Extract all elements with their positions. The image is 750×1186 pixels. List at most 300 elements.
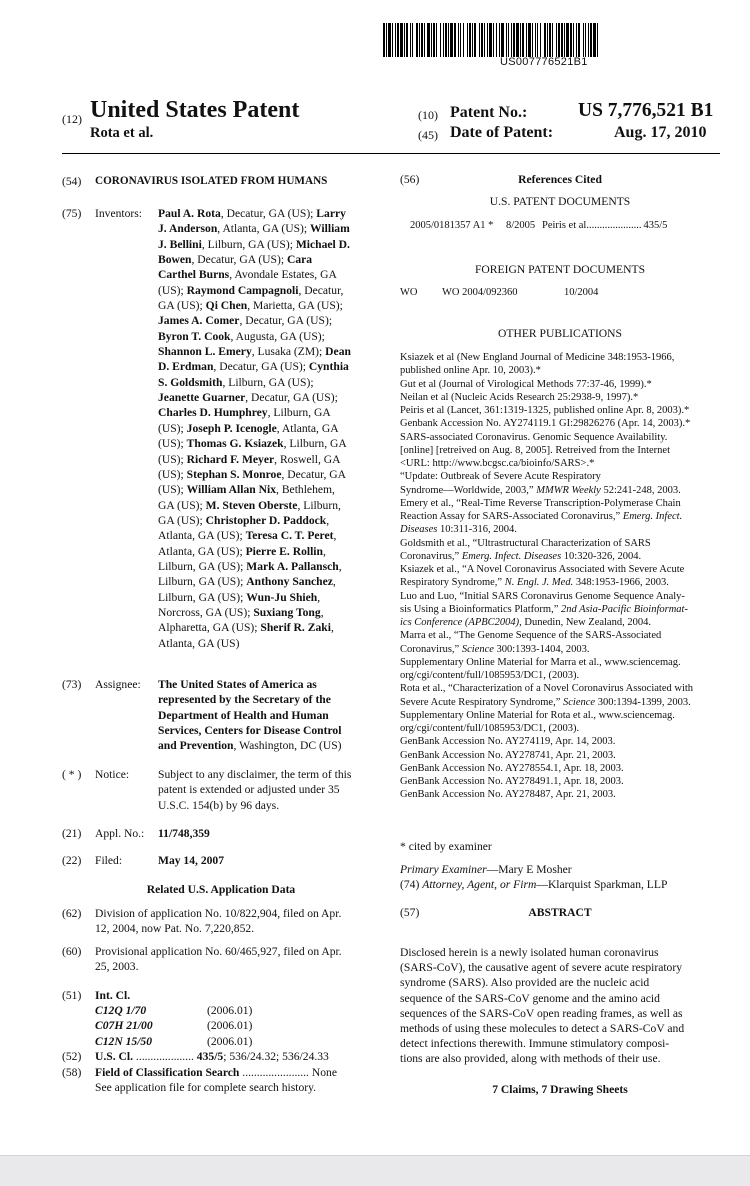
inventor-line: [158, 452, 378, 467]
field-search-code: (58): [62, 1066, 82, 1079]
publication-line: [400, 404, 720, 417]
related-heading: Related U.S. Application Data: [146, 883, 296, 896]
notice-line: Subject to any disclaimer, the term of this: [158, 768, 352, 781]
inventor-text: Cara: [286, 253, 313, 267]
publication-text: SARS-associated Coronavirus. Genomic Sequence Availability.: [400, 431, 668, 443]
inventor-text: GA (US);: [158, 513, 206, 527]
inventor-text: , Decatur, GA (US);: [245, 391, 338, 405]
filed-code: (22): [62, 854, 82, 867]
inventor-text: J. Bellini: [158, 237, 202, 251]
intcl-class: C07H 21/00: [95, 1019, 153, 1033]
inventor-line: [158, 359, 378, 374]
inventor-line: [158, 298, 378, 313]
publication-text: 300:1394-1399, 2003.: [595, 696, 691, 708]
provisional-line: 25, 2003.: [95, 960, 139, 974]
publication-line: [400, 391, 720, 404]
publication-line: [400, 656, 720, 669]
assignee-code: (73): [62, 678, 82, 691]
inventor-text: (US);: [158, 437, 187, 451]
foreign-docs-list: [400, 286, 720, 299]
publication-text: Emery et al., “Real-Time Reverse Transcription-Polymerase Chain: [400, 497, 681, 509]
inventor-text: ,: [322, 544, 326, 558]
uscl-label: U.S. Cl.: [95, 1050, 134, 1063]
inventor-line: [158, 590, 378, 605]
publication-text: 300:1393-1404, 2003.: [493, 643, 590, 655]
inventor-text: , Decatur, GA (US);: [213, 360, 309, 374]
patent-kind-code: (12): [62, 112, 82, 126]
field-search-label: Field of Classification Search: [95, 1066, 240, 1079]
inventor-text: Atlanta, GA (US): [158, 636, 240, 650]
inventor-text: Sherif R. Zaki: [260, 621, 331, 635]
publication-line: [400, 563, 720, 576]
assignee-text: [158, 677, 380, 753]
inventor-line: [158, 252, 378, 267]
us-patent-docs-heading: U.S. PATENT DOCUMENTS: [489, 195, 631, 208]
publication-text: Luo and Luo, “Initial SARS Coronavirus Genome Sequence Analy-: [400, 590, 685, 602]
publication-text: 348:1953-1966, 2003.: [573, 577, 669, 589]
publication-text: org/cgi/content/full/1085953/DC1, (2003).: [400, 723, 580, 734]
publication-text: [online] [retreived on Aug. 8, 2005]. Retreived from the Internet: [400, 444, 670, 456]
publication-text: Ksiazek et al., “A Novel Coronavirus Associated with Severe Acute: [400, 564, 685, 575]
publication-text: Science: [461, 643, 494, 655]
publication-line: [400, 497, 720, 510]
publication-text: GenBank Accession No. AY278741, Apr. 21, 2003.: [400, 749, 616, 761]
attorney-label: Attorney, Agent, or Firm: [422, 878, 537, 891]
publication-text: Peiris et al (Lancet, 361:1319-1325, published online Apr. 8, 2003).*: [400, 405, 690, 416]
publication-line: [400, 364, 720, 377]
inventor-text: Christopher D. Paddock: [205, 513, 327, 527]
publication-text: Coronavirus,”: [400, 550, 462, 562]
publication-line: [400, 616, 720, 629]
inventor-line: [158, 498, 378, 513]
assignee-line: [158, 677, 380, 692]
attorney-code: (74): [400, 878, 420, 891]
abstract-text: [400, 945, 720, 1067]
assignee-text: represented by the Secretary of the: [158, 693, 331, 707]
field-search-value: None: [311, 1066, 337, 1079]
assignee-text: , Washington, DC (US): [233, 739, 342, 753]
intcl-row: [95, 1034, 295, 1049]
inventor-line: [158, 344, 378, 359]
publication-text: Supplementary Online Material for Marra et al., www.sciencemag.: [400, 656, 681, 668]
assignee-line: [158, 738, 380, 753]
assignee-text: and Prevention: [158, 739, 234, 753]
inventors-list: [158, 206, 378, 651]
primary-examiner: [400, 862, 572, 877]
date-value: Aug. 17, 2010: [614, 124, 707, 141]
patent-no-code: (10): [418, 108, 438, 122]
inventor-line: [158, 559, 378, 574]
appl-label: Appl. No.:: [95, 827, 145, 840]
intcl-year: (2006.01): [207, 1019, 253, 1033]
publication-line: [400, 444, 720, 457]
inventor-text: , Atlanta, GA: [276, 421, 339, 435]
abstract-code: (57): [400, 906, 420, 919]
assignee-line: [158, 692, 380, 707]
publication-text: published online Apr. 10, 2003).*: [400, 365, 541, 377]
publication-line: [400, 603, 720, 616]
publication-text: 2nd Asia-Pacific Bioinformat-: [560, 603, 688, 615]
inventor-line: [158, 528, 378, 543]
intcl-label: Int. Cl.: [95, 989, 131, 1002]
publication-line: [400, 457, 720, 470]
division-line: Division of application No. 10/822,904, filed on Apr.: [95, 907, 342, 920]
publication-text: Reaction Assay for SARS-Associated Coronavirus,”: [400, 511, 623, 522]
publication-line: [400, 762, 720, 775]
appl-code: (21): [62, 827, 82, 840]
inventor-line: [158, 620, 378, 635]
inventor-text: , Decatur, GA (US);: [239, 314, 333, 328]
publication-line: [400, 576, 720, 589]
inventor-line: [158, 237, 378, 252]
inventor-text: , Decatur, GA (US);: [191, 253, 287, 267]
publication-line: [400, 378, 720, 391]
inventor-text: James A. Comer: [158, 314, 240, 328]
publication-line: [400, 643, 720, 656]
inventor-line: [158, 405, 378, 420]
inventor-line: [158, 574, 378, 589]
abstract-line: detect infections therewith. Immune stimulatory composi-: [400, 1037, 670, 1051]
publication-text: Goldsmith et al., “Ultrastructural Characterization of SARS: [400, 537, 651, 549]
other-publications-list: [400, 351, 720, 802]
attorney-value: —Klarquist Sparkman, LLP: [536, 878, 668, 891]
division-line: 12, 2004, now Pat. No. 7,220,852.: [95, 922, 255, 936]
publication-line: [400, 523, 720, 536]
uscl-code: (52): [62, 1050, 82, 1063]
inventor-text: ,: [326, 513, 330, 527]
publication-line: [400, 590, 720, 603]
publication-text: Coronavirus,”: [400, 643, 462, 655]
inventor-text: ,: [330, 621, 334, 635]
abstract-line: (SARS-CoV), the causative agent of severe acute respiratory: [400, 961, 683, 975]
publication-text: Emerg. Infect.: [622, 511, 683, 522]
publication-text: Ksiazek et al (New England Journal of Medicine 348:1953-1966,: [400, 352, 675, 363]
publication-line: [400, 788, 720, 801]
inventor-text: , Avondale Estates, GA: [229, 268, 337, 282]
publication-line: [400, 537, 720, 550]
assignee-text: Department of Health and Human: [158, 708, 329, 722]
inventor-text: Larry: [316, 207, 346, 220]
us-doc-number: 2005/0181357 A1 *: [410, 220, 494, 231]
inventor-line: [158, 544, 378, 559]
inventor-text: , Atlanta, GA (US);: [217, 222, 311, 236]
appl-value: 11/748,359: [158, 827, 210, 840]
inventor-text: Lilburn, GA (US);: [158, 590, 247, 604]
publication-text: GenBank Accession No. AY274119, Apr. 14, 2003.: [400, 736, 616, 748]
assignee-label: Assignee:: [95, 678, 141, 691]
notice-code: ( * ): [62, 768, 82, 781]
field-search-note: See application file for complete search history.: [95, 1081, 317, 1094]
inventor-text: Cynthia: [308, 360, 349, 374]
abstract-line: tions are also provided, along with methods of their use.: [400, 1052, 661, 1066]
primary-examiner-label: Primary Examiner: [400, 863, 487, 876]
inventor-line: [158, 513, 378, 528]
assignee-line: [158, 708, 380, 723]
publication-text: 10:311-316, 2004.: [437, 524, 517, 536]
inventor-line: [158, 221, 378, 236]
date-label: Date of Patent:: [450, 124, 554, 141]
inventor-text: , Lilburn, GA: [267, 406, 331, 420]
publication-line: [400, 682, 720, 695]
publication-line: [400, 484, 720, 497]
barcode-text: US007776521B1: [500, 56, 588, 68]
inventor-text: Atlanta, GA (US);: [158, 529, 246, 543]
publication-line: [400, 722, 720, 735]
publication-line: [400, 735, 720, 748]
inventor-line: [158, 375, 378, 390]
inventor-text: , Marietta, GA (US);: [247, 299, 343, 313]
filed-label: Filed:: [95, 854, 123, 867]
inventor-text: M. Steven Oberste: [205, 498, 298, 512]
us-doc-class: 435/5: [643, 220, 668, 231]
inventor-text: , Lilburn,: [297, 498, 341, 512]
inventor-text: , Roswell, GA: [274, 452, 341, 466]
barcode: [383, 23, 720, 57]
publication-text: sis Using a Bioinformatics Platform,”: [400, 603, 561, 615]
inventor-text: Richard F. Meyer: [186, 452, 275, 466]
publication-text: Supplementary Online Material for Rota et al., www.sciencemag.: [400, 709, 675, 721]
inventor-text: Suxiang Tong: [253, 605, 321, 619]
inventor-text: Qi Chen: [205, 299, 248, 313]
inventor-text: (US);: [158, 452, 187, 466]
inventor-text: Jeanette Guarner: [158, 391, 246, 405]
notice-line: patent is extended or adjusted under 35: [158, 783, 340, 797]
uscl-line: [95, 1049, 329, 1064]
inventor-text: Lilburn, GA (US);: [158, 575, 247, 589]
intcl-code: (51): [62, 989, 82, 1002]
publication-text: GenBank Accession No. AY278554.1, Apr. 18, 2003.: [400, 762, 624, 774]
assignee-line: [158, 723, 380, 738]
cited-by-examiner: * cited by examiner: [400, 840, 492, 853]
provisional-text: [95, 944, 380, 975]
inventor-line: [158, 636, 378, 651]
field-search-line: [95, 1065, 337, 1080]
publication-text: 52:241-248, 2003.: [600, 484, 681, 496]
publication-line: [400, 417, 720, 430]
foreign-doc-number: WO 2004/092360: [442, 287, 518, 298]
inventor-line: [158, 313, 378, 328]
inventor-text: , Decatur, GA (US);: [220, 207, 317, 220]
inventor-line: [158, 206, 378, 221]
inventor-text: Lilburn, GA (US);: [158, 559, 247, 573]
foreign-doc-row: [400, 286, 720, 299]
inventor-text: Alpharetta, GA (US);: [158, 621, 261, 635]
publication-text: Marra et al., “The Genome Sequence of the SARS-Associated: [400, 630, 662, 642]
title-field-code: (54): [62, 175, 82, 188]
publication-line: [400, 629, 720, 642]
abstract-line: syndrome (SARS). Also provided are the nucleic acid: [400, 976, 650, 990]
inventor-text: Carthel Burns: [158, 268, 230, 282]
publication-text: , Dunedin, New Zealand, 2004.: [519, 617, 651, 628]
us-doc-name: Peiris et al.: [542, 220, 589, 231]
field-search-dots: .......................: [239, 1066, 309, 1079]
publication-text: Genbank Accession No. AY274119.1 GI:29826276 (Apr. 14, 2003).*: [400, 418, 691, 430]
inventor-text: S. Goldsmith: [158, 375, 223, 389]
inventor-line: [158, 267, 378, 282]
publication-line: [400, 470, 720, 483]
inventor-text: Charles D. Humphrey: [158, 406, 268, 420]
inventor-text: , Augusta, GA (US);: [230, 329, 325, 343]
patent-title-heading: United States Patent: [90, 97, 300, 123]
inventor-text: , Lilburn, GA: [283, 437, 347, 451]
inventors-code: (75): [62, 207, 82, 220]
notice-label: Notice:: [95, 768, 130, 781]
claims-summary: 7 Claims, 7 Drawing Sheets: [492, 1083, 628, 1096]
uscl-dots: ....................: [133, 1050, 194, 1063]
foreign-doc-country: WO: [400, 287, 418, 298]
provisional-line: Provisional application No. 60/465,927, filed on Apr.: [95, 945, 342, 958]
patent-authors: Rota et al.: [90, 125, 154, 141]
us-doc-date: 8/2005: [506, 220, 536, 231]
inventor-text: , Lilburn, GA (US);: [201, 237, 296, 251]
provisional-code: (60): [62, 945, 82, 958]
inventor-text: ,: [317, 590, 321, 604]
inventor-text: William: [310, 222, 350, 236]
viewer-bottom-bar: [0, 1155, 750, 1186]
inventor-text: (US);: [158, 483, 187, 497]
publication-text: Neilan et al (Nucleic Acids Research 25:2938-9, 1997).*: [400, 391, 639, 403]
inventor-text: Pierre E. Rollin: [245, 544, 323, 558]
date-code: (45): [418, 128, 438, 142]
publication-line: [400, 351, 720, 364]
publication-text: org/cgi/content/full/1085953/DC1, (2003).: [400, 670, 580, 681]
inventor-text: Byron T. Cook: [158, 329, 231, 343]
publication-text: MMWR Weekly: [536, 484, 601, 496]
inventor-text: GA (US);: [158, 299, 206, 313]
publication-text: Severe Acute Respiratory Syndrome,”: [400, 696, 563, 708]
uscl-primary: 435/5: [196, 1050, 224, 1063]
intcl-year: (2006.01): [207, 1004, 253, 1017]
publication-line: [400, 431, 720, 444]
publication-text: ics Conference (APBC2004): [400, 617, 520, 628]
notice-text: [158, 767, 380, 813]
other-publications-heading: OTHER PUBLICATIONS: [498, 327, 622, 340]
primary-examiner-value: —Mary E Mosher: [486, 863, 572, 876]
inventor-text: , Decatur, GA: [281, 467, 347, 481]
inventor-line: [158, 436, 378, 451]
inventor-text: J. Anderson: [158, 222, 218, 236]
publication-line: [400, 510, 720, 523]
inventor-text: (US);: [158, 421, 187, 435]
inventor-text: Shannon L. Emery: [158, 345, 252, 359]
patent-no-value: US 7,776,521 B1: [578, 100, 714, 121]
inventor-text: ,: [332, 575, 336, 589]
attorney: [400, 877, 667, 892]
intcl-row: [95, 1003, 295, 1018]
references-code: (56): [400, 173, 420, 186]
inventor-text: Raymond Campagnoli: [186, 283, 299, 297]
intcl-class: C12Q 1/70: [95, 1004, 147, 1017]
inventor-text: Dean: [325, 345, 351, 359]
abstract-heading: ABSTRACT: [528, 906, 592, 919]
barcode-bar: [598, 23, 600, 57]
abstract-line: Disclosed herein is a newly isolated human coronavirus: [400, 946, 659, 959]
inventor-text: Wun-Ju Shieh: [246, 590, 318, 604]
division-text: [95, 906, 380, 937]
inventor-text: (US);: [158, 283, 187, 297]
publication-text: GenBank Accession No. AY278491.1, Apr. 18, 2003.: [400, 776, 624, 787]
foreign-doc-date: 10/2004: [564, 287, 599, 298]
inventor-text: D. Erdman: [158, 360, 214, 374]
inventor-line: [158, 329, 378, 344]
inventor-text: Paul A. Rota: [158, 207, 221, 220]
assignee-text: The United States of America as: [158, 678, 317, 691]
filed-value: May 14, 2007: [158, 854, 225, 867]
references-heading: References Cited: [518, 173, 602, 186]
inventor-text: Mark A. Pallansch: [246, 559, 339, 573]
us-doc-row: [410, 219, 720, 232]
publication-line: [400, 550, 720, 563]
publication-text: <URL: http://www.bcgsc.ca/bioinfo/SARS>.*: [400, 458, 595, 469]
abstract-line: sequences of the SARS-CoV open reading frames, as well as: [400, 1006, 683, 1020]
uscl-rest: ; 536/24.32; 536/24.33: [223, 1050, 329, 1063]
inventor-text: , Lilburn, GA (US);: [222, 375, 314, 389]
header-rule: [62, 153, 720, 154]
abstract-line: sequence of the SARS-CoV genome and the amino acid: [400, 991, 660, 1005]
intcl-class: C12N 15/50: [95, 1034, 153, 1048]
publication-text: Rota et al., “Characterization of a Novel Coronavirus Associated with: [400, 683, 694, 695]
publication-text: 10:320-326, 2004.: [561, 550, 642, 562]
inventor-line: [158, 605, 378, 620]
inventor-text: Joseph P. Icenogle: [186, 421, 277, 435]
publication-text: Emerg. Infect. Diseases: [461, 550, 562, 562]
publication-text: Respiratory Syndrome,”: [400, 577, 505, 589]
abstract-line: methods of using these molecules to detect a SARS-CoV and: [400, 1022, 685, 1036]
publication-text: “Update: Outbreak of Severe Acute Respiratory: [400, 471, 601, 483]
inventor-text: Teresa C. T. Peret: [245, 529, 334, 543]
inventor-line: [158, 283, 378, 298]
inventor-line: [158, 467, 378, 482]
division-code: (62): [62, 907, 82, 920]
inventor-text: Thomas G. Ksiazek: [186, 437, 284, 451]
publication-text: GenBank Accession No. AY278487, Apr. 21, 2003.: [400, 789, 616, 801]
publication-text: Gut et al (Journal of Virological Methods 77:37-46, 1999).*: [400, 378, 652, 390]
inventor-text: Stephan S. Monroe: [186, 467, 282, 481]
inventor-text: Bowen: [158, 253, 192, 267]
us-doc-dots: ....................: [588, 220, 642, 231]
inventor-text: (US);: [158, 467, 187, 481]
notice-line: U.S.C. 154(b) by 96 days.: [158, 798, 280, 812]
inventor-text: William Allan Nix: [186, 483, 277, 497]
intcl-row: [95, 1018, 295, 1033]
assignee-text: Services, Centers for Disease Control: [158, 723, 342, 737]
inventors-label: Inventors:: [95, 207, 143, 220]
inventor-text: ,: [338, 559, 342, 573]
intcl-table: [95, 1003, 295, 1049]
inventor-text: , Decatur,: [298, 283, 344, 297]
inventor-text: ,: [320, 605, 324, 619]
publication-text: N. Engl. J. Med.: [504, 577, 574, 589]
foreign-patent-docs-heading: FOREIGN PATENT DOCUMENTS: [474, 263, 646, 276]
inventor-line: [158, 482, 378, 497]
publication-line: [400, 775, 720, 788]
inventor-text: , Lusaka (ZM);: [251, 345, 326, 359]
publication-text: Syndrome—Worldwide, 2003,”: [400, 484, 537, 496]
us-docs-list: [410, 219, 720, 232]
patent-no-label: Patent No.:: [450, 104, 528, 121]
inventor-text: Anthony Sanchez: [246, 575, 333, 589]
inventor-line: [158, 390, 378, 405]
inventor-text: Michael D.: [295, 237, 350, 251]
inventor-text: Norcross, GA (US);: [158, 605, 254, 619]
inventor-text: , Bethlehem,: [276, 483, 335, 497]
inventor-text: GA (US);: [158, 498, 206, 512]
inventor-text: ,: [333, 529, 337, 543]
inventor-text: Atlanta, GA (US);: [158, 544, 246, 558]
inventor-line: [158, 421, 378, 436]
publication-line: [400, 696, 720, 709]
publication-line: [400, 669, 720, 682]
